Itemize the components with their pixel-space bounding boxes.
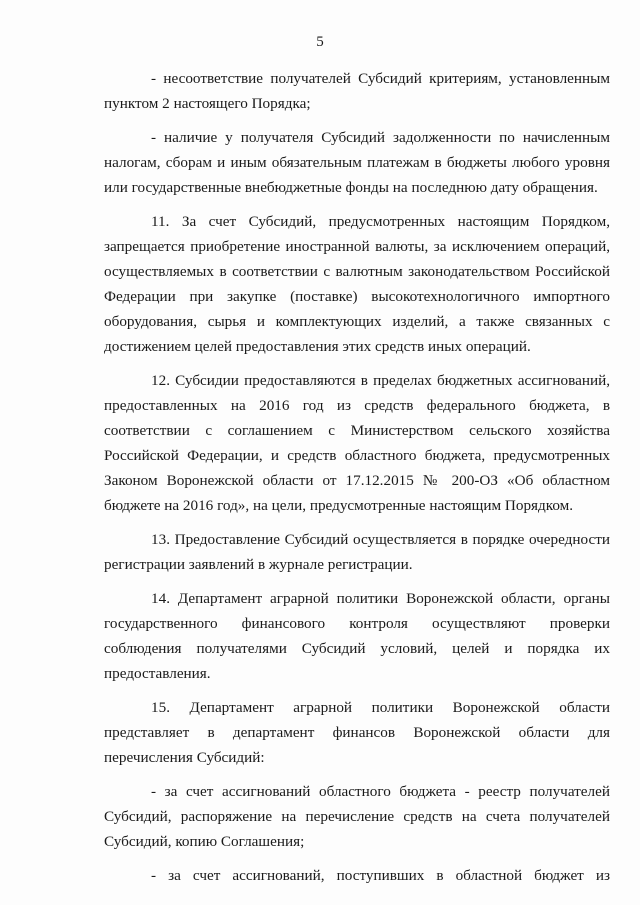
text-line: Российской Федерации, и средств областного бюджета, предусмотренных [104, 447, 610, 464]
text-line: регистрации заявлений в журнале регистрации. [104, 556, 413, 573]
text-line: соблюдения получателями Субсидий условий, целей и порядка их [104, 640, 610, 657]
text-line: предоставленных на 2016 год из средств федерального бюджета, в [104, 397, 610, 414]
text-line: бюджете на 2016 год», на цели, предусмотренные настоящим Порядком. [104, 497, 574, 514]
paragraph-12 [104, 368, 610, 518]
paragraph-11 [104, 209, 610, 359]
text-line: представляет в департамент финансов Воронежской области для [104, 724, 610, 741]
paragraph-debt [104, 125, 610, 200]
document-body [104, 66, 610, 897]
paragraph-13 [104, 527, 610, 577]
paragraph-incoming-funds [104, 863, 610, 888]
text-line: - за счет ассигнований областного бюджета - реестр получателей [151, 783, 610, 800]
text-line: - наличие у получателя Субсидий задолженности по начисленным [151, 129, 610, 146]
text-line: осуществляемых в соответствии с валютным законодательством Российской [104, 263, 610, 280]
text-line: государственного финансового контроля осуществляют проверки [104, 615, 610, 632]
paragraph-regional-budget [104, 779, 610, 854]
text-line: перечисления Субсидий: [104, 749, 265, 766]
text-line: Субсидий, копию Соглашения; [104, 833, 305, 850]
text-line: запрещается приобретение иностранной валюты, за исключением операций, [104, 238, 610, 255]
text-line: Субсидий, распоряжение на перечисление средств на счета получателей [104, 808, 610, 825]
text-line: 11. За счет Субсидий, предусмотренных настоящим Порядком, [151, 213, 610, 230]
text-line: налогам, сборам и иным обязательным платежам в бюджеты любого уровня [104, 154, 610, 171]
text-line: Федерации при закупке (поставке) высокотехнологичного импортного [104, 288, 610, 305]
text-line: - за счет ассигнований, поступивших в областной бюджет из [151, 867, 610, 884]
text-line: 15. Департамент аграрной политики Воронежской области [151, 699, 610, 716]
paragraph-15 [104, 695, 610, 770]
text-line: - несоответствие получателей Субсидий критериям, установленным [151, 70, 610, 87]
text-line: Законом Воронежской области от 17.12.2015 № 200-ОЗ «Об областном [104, 472, 610, 489]
paragraph-14 [104, 586, 610, 686]
text-line: соответствии с соглашением с Министерством сельского хозяйства [104, 422, 610, 439]
page-number: 5 [316, 34, 324, 50]
text-line: достижением целей предоставления этих средств иных операций. [104, 338, 531, 355]
text-line: пунктом 2 настоящего Порядка; [104, 95, 311, 112]
text-line: 13. Предоставление Субсидий осуществляется в порядке очередности [151, 531, 610, 548]
text-line: 12. Субсидии предоставляются в пределах бюджетных ассигнований, [151, 372, 610, 389]
text-line: предоставления. [104, 665, 211, 682]
text-line: или государственные внебюджетные фонды на последнюю дату обращения. [104, 179, 598, 196]
text-line: 14. Департамент аграрной политики Воронежской области, органы [151, 590, 610, 607]
text-line: оборудования, сырья и комплектующих изделий, а также связанных с [104, 313, 610, 330]
paragraph-criteria-mismatch [104, 66, 610, 116]
